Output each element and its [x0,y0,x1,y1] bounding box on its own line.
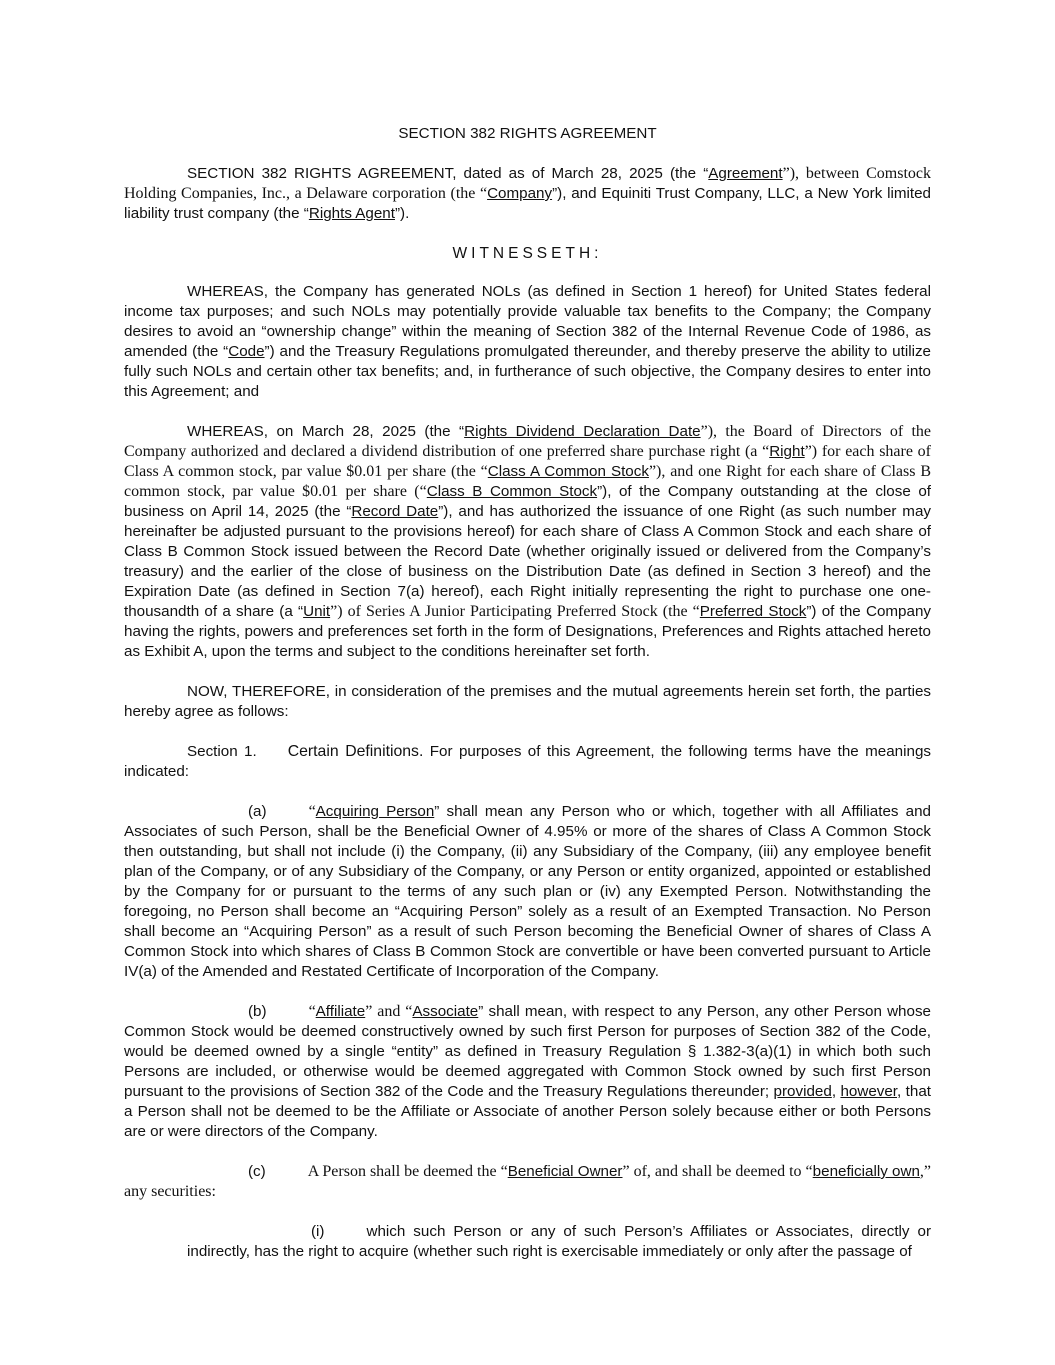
defined-term-class-b-common-stock: Class B Common Stock [426,483,598,500]
defined-term-rights-agent: Rights Agent [308,205,395,222]
defined-term-class-a-common-stock: Class A Common Stock [487,463,649,480]
clause-i-label: (i) [311,1223,325,1240]
defined-term-record-date: Record Date [351,503,439,520]
defined-term-right: Right [769,443,805,460]
definition-c-beneficial-owner: (c) A Person shall be deemed the “Beneficial Owner” of, and shall be deemed to “beneficially own,” any securities: [124,1163,932,1200]
section-1-heading: Certain Definitions. [287,743,424,760]
document-title: SECTION 382 RIGHTS AGREEMENT [398,125,657,142]
defined-term-affiliate: Affiliate [315,1003,366,1020]
witnesseth-heading: WITNESSETH: [452,245,603,262]
defined-term-company: Company [487,185,553,202]
section-1-label: Section 1. [187,743,257,760]
defined-term-code: Code [228,343,265,360]
defined-term-associate: Associate [412,1003,479,1020]
defined-term-rights-dividend-declaration-date: Rights Dividend Declaration Date [464,423,701,440]
intro-paragraph: SECTION 382 RIGHTS AGREEMENT, dated as of March 28, 2025 (the “Agreement”), between Comstock Holding Companies, Inc., a Delaware corporation (the “Company”), and Equiniti Trust Company, LLC, a New York limited liability trust company (the “Rights Agent”). [124,165,931,222]
defined-term-beneficial-owner: Beneficial Owner [507,1163,623,1180]
definition-c-label: (c) [248,1163,266,1180]
definition-a-label: (a) [248,803,267,820]
whereas-paragraph-1: WHEREAS, the Company has generated NOLs (as defined in Section 1 hereof) for United States federal income tax purposes; and such NOLs may potentially provide valuable tax benefits to the Company; the Company desires to avoid an “ownership change” within the meaning of Section 382 of the Internal Revenue Code of 1986, as amended (the “Code”) and the Treasury Regulations promulgated thereunder, and thereby preserve the ability to utilize fully such NOLs and certain other tax benefits; and, in furtherance of such objective, the Company desires to enter into this Agreement; and [124,283,932,400]
definition-c-i-clause: (i) which such Person or any of such Person’s Affiliates or Associates, directly or indirectly, has the right to acquire (whether such right is exercisable immediately or only after the passage of [187,1223,931,1260]
defined-term-agreement: Agreement [708,165,783,182]
defined-term-preferred-stock: Preferred Stock [699,603,807,620]
section-1-paragraph: Section 1. Certain Definitions. For purposes of this Agreement, the following terms have the meanings indicated: [124,743,931,780]
definition-a-acquiring-person: (a) “Acquiring Person” shall mean any Person who or which, together with all Affiliates and Associates of such Person, shall be the Beneficial Owner of 4.95% or more of the shares of Class A Common Stock then outstanding, but shall not include (i) the Company, (ii) any Subsidiary of the Company, (iii) any employee benefit plan of the Company, or of any Subsidiary of the Company, or any Person or entity organized, appointed or established by the Company for or pursuant to the terms of any such plan or (iv) any Exempted Person. Notwithstanding the foregoing, no Person shall become an “Acquiring Person” solely as a result of an Exempted Transaction. No Person shall become an “Acquiring Person” as a result of such Person becoming the Beneficial Owner of shares of Class A Common Stock into which shares of Class B Common Stock are convertible or have been converted pursuant to Article IV(a) of the Amended and Restated Certificate of Incorporation of the Company. [124,803,931,980]
now-therefore-paragraph: NOW, THEREFORE, in consideration of the premises and the mutual agreements herein set forth, the parties hereby agree as follows: [124,683,931,720]
definition-b-label: (b) [248,1003,267,1020]
definition-b-affiliate-associate: (b) “Affiliate” and “Associate” shall mean, with respect to any Person, any other Person whose Common Stock would be deemed constructively owned by such first Person for purposes of Section 382 of the Code, would be deemed owned by a single “entity” as defined in Treasury Regulation § 1.382-3(a)(1) in which both such Persons are included, or otherwise would be deemed aggregated with Common Stock owned by such first Person pursuant to the provisions of Section 382 of the Code and the Treasury Regulations thereunder; provided, however, that a Person shall not be deemed to be the Affiliate or Associate of another Person solely because either or both Persons are or were directors of the Company. [124,1003,931,1140]
defined-term-beneficially-own: beneficially own [812,1163,920,1180]
term-provided: provided [773,1083,832,1100]
document-body [124,124,931,1262]
term-however: however [840,1083,898,1100]
whereas-paragraph-2: WHEREAS, on March 28, 2025 (the “Rights Dividend Declaration Date”), the Board of Directors of the Company authorized and declared a dividend distribution of one preferred share purchase right (a “Right”) for each share of Class A common stock, par value $0.01 per share (the “Class A Common Stock”), and one Right for each share of Class B common stock, par value $0.01 per share (“Class B Common Stock”), of the Company outstanding at the close of business on April 14, 2025 (the “Record Date”), and has authorized the issuance of one Right (as such number may hereinafter be adjusted pursuant to the provisions hereof) for each share of Class A Common Stock and each share of Class B Common Stock issued between the Record Date (whether originally issued or delivered from the Company’s treasury) and the earlier of the close of business on the Distribution Date (as defined in Section 3 hereof) and the Expiration Date (as defined in Section 7(a) hereof), each Right initially representing the right to purchase one one-thousandth of a share (a “Unit”) of Series A Junior Participating Preferred Stock (the “Preferred Stock”) of the Company having the rights, powers and preferences set forth in the form of Designations, Preferences and Rights attached hereto as Exhibit A, upon the terms and subject to the conditions hereinafter set forth. [124,423,932,660]
defined-term-acquiring-person: Acquiring Person [315,803,435,820]
defined-term-unit: Unit [303,603,331,620]
